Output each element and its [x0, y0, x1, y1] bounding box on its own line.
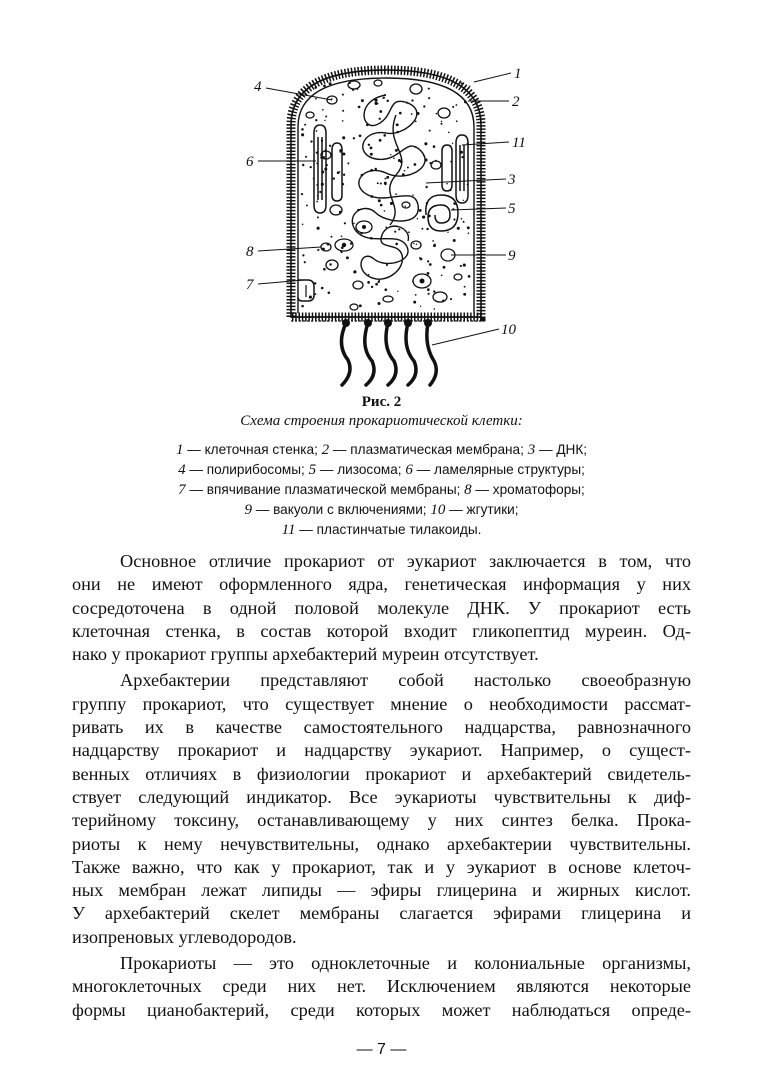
- legend-text: — вакуоли с включениями;: [251, 502, 431, 517]
- legend-number: 4: [178, 462, 186, 478]
- figure-title: Рис. 2: [361, 394, 402, 410]
- body-line: формы цианобактерий, среди которых может наблюдаться опреде-: [72, 999, 691, 1020]
- legend-number: 11: [281, 522, 296, 538]
- body-line: У архебактерий скелет мембраны слагается эфирами глицерина и: [72, 903, 691, 924]
- label-7: 7: [246, 277, 254, 293]
- body-line: терийному токсину, останавливающему у них синтез белка. Прока-: [72, 810, 691, 831]
- label-4: 4: [254, 79, 262, 95]
- dna-tangle: [352, 95, 425, 279]
- legend-number: 3: [527, 442, 536, 458]
- legend-text: — жгутики;: [445, 502, 519, 517]
- body-line: клеточная стенка, в состав которой входит гликопептид муреин. Од-: [72, 620, 691, 641]
- label-8: 8: [246, 244, 254, 260]
- body-line: ных мембран лежат липиды — эфиры глицерина и жирных кислот.: [72, 880, 691, 901]
- body-line: изопреновых углеводородов.: [72, 926, 297, 947]
- figure-legend: [0, 440, 763, 540]
- body-line: надцарству прокариот и надцарству эукариот. Например, о сущест-: [72, 740, 691, 761]
- legend-number: 9: [244, 502, 252, 518]
- legend-number: 10: [430, 502, 446, 518]
- legend-line: [0, 460, 763, 480]
- legend-text: — лизосома;: [316, 462, 406, 477]
- body-line: сосредоточена в одной половой молекуле ДНК. У прокариот есть: [72, 597, 691, 618]
- page-number: — 7 —: [356, 1041, 407, 1058]
- body-line: нако у прокариот группы архебактерий муреин отсутствует.: [72, 644, 539, 665]
- legend-text: — ДНК;: [535, 442, 588, 457]
- legend-text: — клеточная стенка;: [183, 442, 322, 457]
- legend-line: [0, 520, 763, 540]
- body-line: Прокариоты — это одноклеточные и колониальные организмы,: [120, 953, 691, 974]
- legend-text: — хроматофоры;: [471, 482, 585, 497]
- label-9: 9: [508, 248, 516, 264]
- body-line: ривать их в качестве самостоятельного надцарства, равнозначного: [72, 717, 691, 738]
- legend-line: [0, 500, 763, 520]
- label-2: 2: [512, 94, 520, 110]
- legend-text: — плазматическая мембрана;: [329, 442, 528, 457]
- body-text: [72, 550, 691, 1022]
- label-6: 6: [246, 154, 254, 170]
- prokaryotic-cell-figure: [236, 55, 536, 387]
- body-line: ствует следующий индикатор. Все эукариоты чувствительны к диф-: [72, 786, 691, 807]
- legend-number: 7: [178, 482, 186, 498]
- label-1: 1: [514, 66, 522, 82]
- body-line: многоклеточных среди них нет. Исключением являются некоторые: [72, 976, 691, 997]
- legend-text: — впячивание плазматической мембраны;: [185, 482, 465, 497]
- legend-line: [0, 480, 763, 500]
- body-line: они не имеют оформленного ядра, генетическая информация у них: [72, 574, 691, 595]
- label-11: 11: [512, 135, 526, 151]
- legend-number: 1: [175, 442, 184, 458]
- legend-number: 6: [405, 462, 413, 478]
- legend-text: — ламелярные структуры;: [412, 462, 585, 477]
- label-3: 3: [508, 172, 516, 188]
- body-line: Основное отличие прокариот от эукариот заключается в том, что: [120, 551, 691, 571]
- body-line: риоты к нему нечувствительны, однако архебактерии чувствительны.: [72, 833, 691, 854]
- label-5: 5: [508, 201, 516, 217]
- legend-text: — полирибосомы;: [185, 462, 309, 477]
- legend-number: 2: [321, 442, 330, 458]
- body-line: венных отличиях в физиологии прокариот и архебактерий свидетель-: [72, 763, 691, 784]
- label-10: 10: [501, 322, 516, 338]
- legend-number: 5: [308, 462, 317, 478]
- figure-caption: Схема строения прокариотической клетки:: [240, 413, 523, 429]
- legend-number: 8: [464, 482, 472, 498]
- legend-text: — пластинчатые тилакоиды.: [295, 522, 482, 537]
- body-line: группу прокариот, что существует мнение о необходимости рассмат-: [72, 693, 691, 714]
- legend-line: [0, 440, 763, 460]
- body-line: Также важно, что как у прокариот, так и у эукариот в основе клеточ-: [72, 856, 691, 877]
- body-line: Архебактерии представляют собой настолько своеобразную: [120, 670, 691, 691]
